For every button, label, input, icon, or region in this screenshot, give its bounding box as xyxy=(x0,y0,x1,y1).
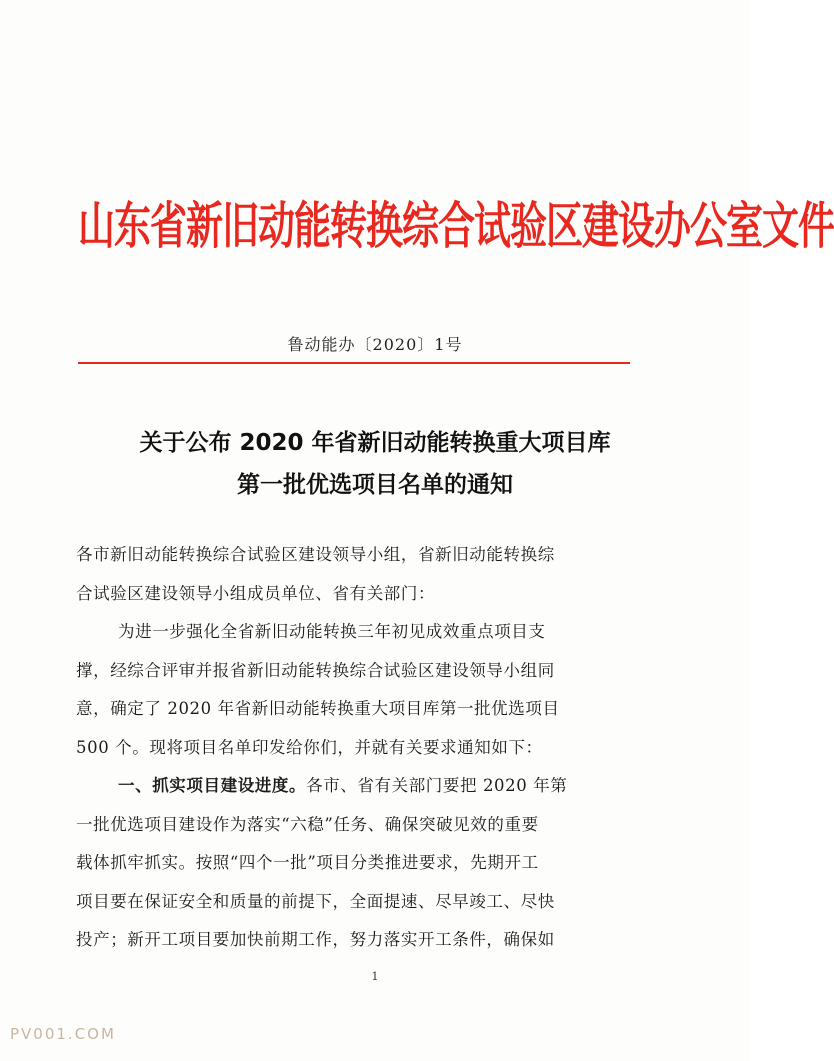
notice-title-line-2: 第一批优选项目名单的通知 xyxy=(237,472,513,498)
body-line: 投产；新开工项目要加快前期工作，努力落实开工条件，确保如 xyxy=(76,930,555,949)
body-line: 500 个。现将项目名单印发给你们，并就有关要求通知如下： xyxy=(76,737,543,757)
body-line: 撑，经综合评审并报省新旧动能转换综合试验区建设领导小组同 xyxy=(76,660,555,680)
body-line: 项目要在保证安全和质量的前提下，全面提速、尽早竣工、尽快 xyxy=(76,891,555,911)
red-divider-rule xyxy=(78,362,630,364)
section-1-heading: 一、抓实项目建设进度。 xyxy=(118,776,307,795)
body-line: 载体抓牢抓实。按照“四个一批”项目分类推进要求，先期开工 xyxy=(76,853,539,872)
body-line: 为进一步强化全省新旧动能转换三年初见成效重点项目支 xyxy=(118,622,546,641)
watermark-text: PV001.COM xyxy=(10,1025,116,1043)
document-body xyxy=(76,536,636,960)
document-number: 鲁动能办〔2020〕1号 xyxy=(287,335,463,354)
section-1-first-line xyxy=(76,767,636,806)
body-line: 合试验区建设领导小组成员单位、省有关部门： xyxy=(76,583,436,603)
notice-title-line-1: 关于公布 2020 年省新旧动能转换重大项目库 xyxy=(139,430,611,456)
body-line: 意，确定了 2020 年省新旧动能转换重大项目库第一批优选项目 xyxy=(76,699,560,718)
body-line-text: 各市、省有关部门要把 2020 年第 xyxy=(306,776,568,795)
page-number: 1 xyxy=(371,970,379,983)
issuer-title: 山东省新旧动能转换综合试验区建设办公室文件 xyxy=(78,195,834,256)
body-line: 一批优选项目建设作为落实“六稳”任务、确保突破见效的重要 xyxy=(76,814,539,834)
body-line: 各市新旧动能转换综合试验区建设领导小组，省新旧动能转换综 xyxy=(76,545,555,564)
